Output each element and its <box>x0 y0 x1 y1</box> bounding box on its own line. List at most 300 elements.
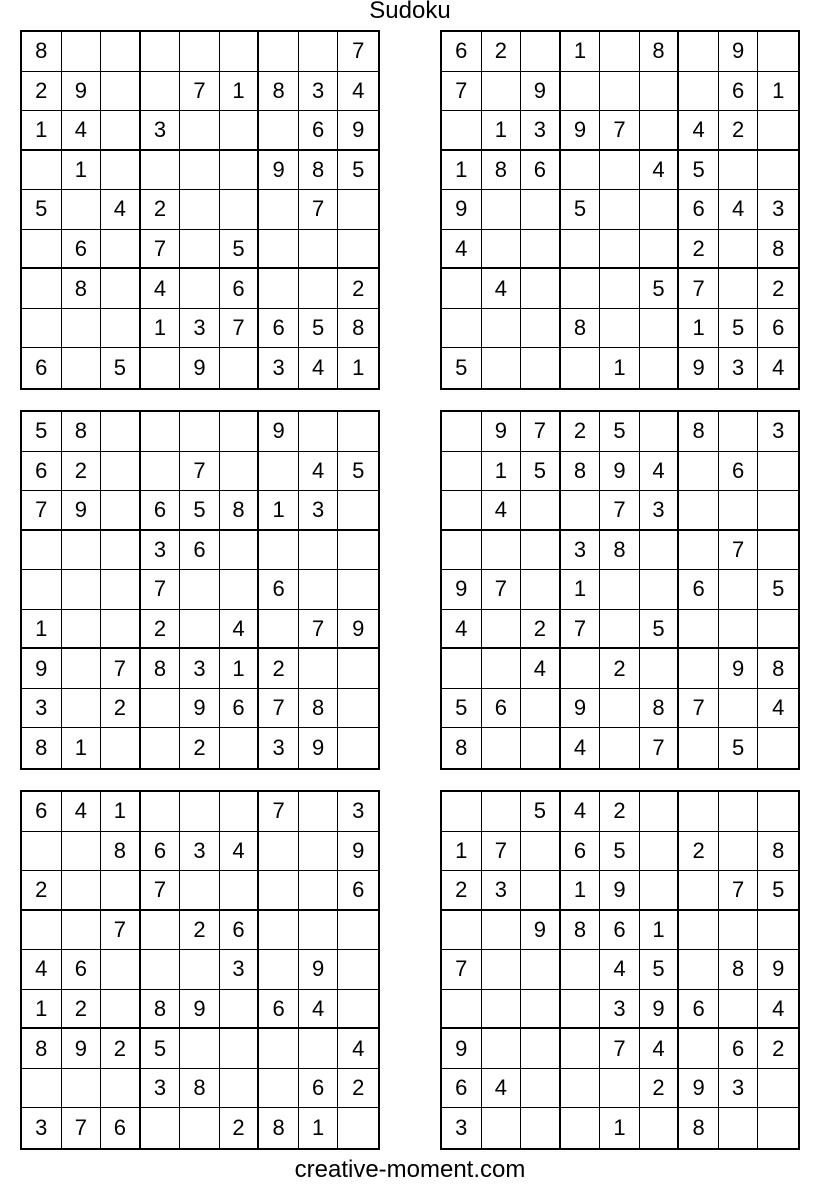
sudoku-cell: 7 <box>442 72 482 112</box>
sudoku-cell: 5 <box>299 309 339 349</box>
sudoku-cell: 1 <box>442 832 482 872</box>
sudoku-cell <box>338 649 378 689</box>
sudoku-cell: 2 <box>141 610 181 650</box>
sudoku-cell: 6 <box>62 230 102 270</box>
sudoku-cell <box>101 728 141 768</box>
sudoku-cell <box>758 911 798 951</box>
sudoku-cell <box>679 72 719 112</box>
sudoku-cell <box>521 348 561 388</box>
sudoku-cell <box>299 269 339 309</box>
sudoku-cell <box>521 990 561 1030</box>
sudoku-cell <box>101 531 141 571</box>
sudoku-cell: 7 <box>338 32 378 72</box>
sudoku-cell <box>719 230 759 270</box>
sudoku-cell <box>101 1069 141 1109</box>
sudoku-cell: 5 <box>521 792 561 832</box>
sudoku-cell <box>758 531 798 571</box>
sudoku-cell: 9 <box>62 1029 102 1069</box>
sudoku-cell <box>679 792 719 832</box>
sudoku-cell: 5 <box>719 728 759 768</box>
sudoku-cell <box>600 151 640 191</box>
sudoku-cell <box>719 990 759 1030</box>
sudoku-cell: 4 <box>220 832 260 872</box>
sudoku-cell <box>338 911 378 951</box>
sudoku-cell: 8 <box>180 1069 220 1109</box>
sudoku-cell: 2 <box>758 1029 798 1069</box>
sudoku-cell: 9 <box>521 72 561 112</box>
sudoku-cell: 1 <box>442 151 482 191</box>
sudoku-cell: 2 <box>442 871 482 911</box>
sudoku-cell: 9 <box>180 348 220 388</box>
sudoku-cell <box>482 348 522 388</box>
sudoku-cell: 6 <box>299 1069 339 1109</box>
sudoku-cell: 6 <box>180 531 220 571</box>
sudoku-cell: 3 <box>758 412 798 452</box>
sudoku-cell: 5 <box>561 190 601 230</box>
sudoku-cell <box>101 950 141 990</box>
sudoku-cell <box>22 531 62 571</box>
sudoku-cell: 8 <box>758 230 798 270</box>
sudoku-cell: 5 <box>758 871 798 911</box>
sudoku-cell <box>482 911 522 951</box>
sudoku-cell: 4 <box>482 491 522 531</box>
sudoku-cell <box>719 911 759 951</box>
sudoku-cell <box>180 230 220 270</box>
sudoku-cell: 2 <box>719 111 759 151</box>
sudoku-cell <box>141 689 181 729</box>
sudoku-cell: 5 <box>719 309 759 349</box>
sudoku-cell <box>482 309 522 349</box>
sudoku-cell <box>442 911 482 951</box>
sudoku-cell: 4 <box>772 355 785 381</box>
sudoku-cell <box>758 1069 798 1109</box>
sudoku-cell <box>679 728 719 768</box>
sudoku-cell: 3 <box>22 689 62 729</box>
sudoku-cell <box>180 269 220 309</box>
sudoku-cell: 6 <box>719 452 759 492</box>
sudoku-cell <box>442 111 482 151</box>
sudoku-cell: 8 <box>259 72 299 112</box>
sudoku-cell <box>220 792 260 832</box>
sudoku-cell: 1 <box>22 111 62 151</box>
sudoku-cell <box>482 728 522 768</box>
sudoku-cell: 5 <box>338 151 378 191</box>
sudoku-cell: 7 <box>22 491 62 531</box>
sudoku-cell <box>442 531 482 571</box>
sudoku-cell <box>561 348 601 388</box>
sudoku-cell: 4 <box>719 190 759 230</box>
sudoku-cell <box>220 412 260 452</box>
sudoku-cell: 2 <box>22 72 62 112</box>
sudoku-cell: 6 <box>719 72 759 112</box>
sudoku-cell <box>482 990 522 1030</box>
sudoku-cell: 1 <box>561 570 601 610</box>
sudoku-cell <box>259 452 299 492</box>
sudoku-cell <box>259 1029 299 1069</box>
sudoku-cell <box>561 230 601 270</box>
sudoku-cell: 4 <box>22 950 62 990</box>
sudoku-cell <box>338 689 378 729</box>
sudoku-cell <box>679 950 719 990</box>
sudoku-cell: 6 <box>299 111 339 151</box>
sudoku-cell: 8 <box>719 950 759 990</box>
sudoku-cell <box>299 832 339 872</box>
sudoku-cell <box>259 111 299 151</box>
sudoku-cell <box>482 1029 522 1069</box>
sudoku-cell: 1 <box>101 792 141 832</box>
sudoku-cell <box>22 309 62 349</box>
sudoku-cell <box>600 1069 640 1109</box>
sudoku-cell: 1 <box>600 1108 640 1148</box>
sudoku-cell <box>561 1108 601 1148</box>
sudoku-cell: 6 <box>22 348 62 388</box>
sudoku-cell <box>482 190 522 230</box>
sudoku-cell <box>299 230 339 270</box>
sudoku-cell: 6 <box>22 452 62 492</box>
sudoku-cell: 7 <box>640 728 680 768</box>
page-title: Sudoku <box>369 0 451 24</box>
sudoku-cell <box>640 309 680 349</box>
sudoku-cell <box>679 531 719 571</box>
sudoku-cell: 8 <box>299 151 339 191</box>
sudoku-cell <box>442 412 482 452</box>
sudoku-cell <box>22 151 62 191</box>
sudoku-cell <box>220 348 260 388</box>
sudoku-cell: 5 <box>22 412 62 452</box>
sudoku-cell <box>640 649 680 689</box>
sudoku-cell: 1 <box>600 348 640 388</box>
sudoku-cell: 1 <box>561 871 601 911</box>
sudoku-cell <box>719 792 759 832</box>
sudoku-cell <box>758 452 798 492</box>
sudoku-cell: 7 <box>299 610 339 650</box>
sudoku-cell: 9 <box>679 1069 719 1109</box>
sudoku-cell: 3 <box>22 1108 62 1148</box>
sudoku-cell <box>719 491 759 531</box>
sudoku-cell <box>22 269 62 309</box>
sudoku-cell: 2 <box>758 269 798 309</box>
sudoku-cell: 6 <box>141 832 181 872</box>
sudoku-cell: 6 <box>679 190 719 230</box>
sudoku-cell <box>259 190 299 230</box>
sudoku-cell: 1 <box>640 911 680 951</box>
sudoku-cell <box>758 792 798 832</box>
sudoku-cell: 3 <box>338 792 378 832</box>
sudoku-cell: 2 <box>482 32 522 72</box>
sudoku-cell: 2 <box>338 269 378 309</box>
sudoku-cell <box>180 151 220 191</box>
sudoku-cell <box>521 950 561 990</box>
sudoku-cell <box>101 72 141 112</box>
sudoku-cell <box>259 1069 299 1109</box>
sudoku-cell: 8 <box>101 832 141 872</box>
sudoku-cell <box>719 832 759 872</box>
sudoku-cell <box>220 990 260 1030</box>
sudoku-cell: 3 <box>259 348 299 388</box>
sudoku-cell: 8 <box>299 689 339 729</box>
sudoku-cell: 4 <box>442 230 482 270</box>
sudoku-cell <box>600 570 640 610</box>
sudoku-cell <box>62 348 102 388</box>
sudoku-cell <box>259 950 299 990</box>
sudoku-cell: 7 <box>141 230 181 270</box>
sudoku-cell: 1 <box>22 990 62 1030</box>
sudoku-cell: 6 <box>141 491 181 531</box>
sudoku-cell: 7 <box>521 412 561 452</box>
sudoku-cell: 2 <box>220 1108 260 1148</box>
sudoku-cell: 4 <box>442 610 482 650</box>
sudoku-cell: 2 <box>22 871 62 911</box>
sudoku-cell <box>521 190 561 230</box>
sudoku-cell: 2 <box>62 452 102 492</box>
sudoku-cell <box>442 990 482 1030</box>
sudoku-cell <box>521 570 561 610</box>
sudoku-cell <box>600 269 640 309</box>
sudoku-cell <box>220 871 260 911</box>
sudoku-cell <box>141 911 181 951</box>
sudoku-cell <box>719 269 759 309</box>
sudoku-cell: 3 <box>758 190 798 230</box>
sudoku-cell: 1 <box>141 309 181 349</box>
sudoku-cell: 7 <box>62 1108 102 1148</box>
sudoku-cell: 9 <box>299 950 339 990</box>
sudoku-cell: 4 <box>482 269 522 309</box>
sudoku-cell <box>338 230 378 270</box>
sudoku-cell: 6 <box>62 950 102 990</box>
sudoku-cell: 4 <box>600 950 640 990</box>
sudoku-cell <box>442 309 482 349</box>
sudoku-cell: 6 <box>719 1029 759 1069</box>
sudoku-cell <box>259 871 299 911</box>
sudoku-cell <box>141 792 181 832</box>
sudoku-cell: 6 <box>101 1108 141 1148</box>
sudoku-cell: 4 <box>561 792 601 832</box>
sudoku-cell: 2 <box>62 990 102 1030</box>
sudoku-cell: 8 <box>561 911 601 951</box>
sudoku-cell <box>22 832 62 872</box>
sudoku-cell <box>22 911 62 951</box>
sudoku-cell <box>220 728 260 768</box>
sudoku-cell: 2 <box>679 832 719 872</box>
sudoku-cell: 8 <box>482 151 522 191</box>
sudoku-cell <box>719 412 759 452</box>
sudoku-cell <box>640 1108 680 1148</box>
sudoku-cell <box>338 728 378 768</box>
sudoku-cell: 9 <box>600 452 640 492</box>
sudoku-cell: 6 <box>679 990 719 1030</box>
sudoku-cell <box>259 531 299 571</box>
sudoku-cell: 5 <box>442 689 482 729</box>
sudoku-cell <box>640 348 680 388</box>
sudoku-cell: 4 <box>101 190 141 230</box>
sudoku-cell <box>141 1108 181 1148</box>
sudoku-cell <box>220 452 260 492</box>
sudoku-cell <box>180 610 220 650</box>
sudoku-cell <box>640 570 680 610</box>
sudoku-cell <box>482 531 522 571</box>
sudoku-cell: 1 <box>62 728 102 768</box>
sudoku-cell <box>521 531 561 571</box>
sudoku-cell <box>442 269 482 309</box>
sudoku-cell: 7 <box>482 832 522 872</box>
sudoku-cell: 3 <box>180 832 220 872</box>
sudoku-cell <box>561 1029 601 1069</box>
sudoku-puzzle-5 <box>20 790 380 1150</box>
sudoku-cell: 1 <box>679 309 719 349</box>
sudoku-cell: 2 <box>180 911 220 951</box>
sudoku-cell: 5 <box>338 452 378 492</box>
sudoku-cell: 9 <box>482 412 522 452</box>
sudoku-cell <box>220 32 260 72</box>
sudoku-cell: 4 <box>561 728 601 768</box>
sudoku-puzzle-1 <box>20 30 380 390</box>
sudoku-cell: 7 <box>482 570 522 610</box>
sudoku-cell <box>220 1029 260 1069</box>
sudoku-cell: 3 <box>180 309 220 349</box>
sudoku-cell <box>62 911 102 951</box>
sudoku-cell: 4 <box>62 792 102 832</box>
sudoku-cell: 7 <box>719 871 759 911</box>
sudoku-cell <box>521 230 561 270</box>
sudoku-cell: 9 <box>719 649 759 689</box>
sudoku-cell: 9 <box>442 190 482 230</box>
sudoku-cell: 5 <box>640 269 680 309</box>
sudoku-cell <box>62 1069 102 1109</box>
sudoku-cell: 9 <box>561 111 601 151</box>
sudoku-cell: 2 <box>600 792 640 832</box>
sudoku-cell: 6 <box>259 309 299 349</box>
sudoku-cell: 6 <box>220 269 260 309</box>
sudoku-cell: 9 <box>62 72 102 112</box>
sudoku-cell <box>719 570 759 610</box>
sudoku-cell <box>101 610 141 650</box>
sudoku-cell <box>141 348 181 388</box>
sudoku-cell <box>719 689 759 729</box>
sudoku-cell <box>101 491 141 531</box>
sudoku-cell <box>442 491 482 531</box>
sudoku-cell: 6 <box>259 570 299 610</box>
sudoku-cell: 4 <box>640 151 680 191</box>
sudoku-cell: 7 <box>180 72 220 112</box>
sudoku-cell <box>442 452 482 492</box>
sudoku-cell <box>259 832 299 872</box>
sudoku-cell: 6 <box>442 32 482 72</box>
site-footer: creative-moment.com <box>294 1156 526 1183</box>
sudoku-cell: 9 <box>62 491 102 531</box>
sudoku-cell <box>600 689 640 729</box>
sudoku-cell <box>180 190 220 230</box>
sudoku-cell: 3 <box>482 871 522 911</box>
sudoku-cell <box>101 990 141 1030</box>
sudoku-cell: 5 <box>600 412 640 452</box>
sudoku-cell <box>62 649 102 689</box>
sudoku-cell: 1 <box>561 32 601 72</box>
sudoku-cell <box>259 32 299 72</box>
sudoku-cell: 2 <box>561 412 601 452</box>
sudoku-cell <box>521 1029 561 1069</box>
sudoku-cell: 4 <box>299 452 339 492</box>
sudoku-cell <box>62 832 102 872</box>
sudoku-cell <box>180 32 220 72</box>
sudoku-cell <box>482 792 522 832</box>
sudoku-cell: 4 <box>482 1069 522 1109</box>
sudoku-cell: 4 <box>679 111 719 151</box>
sudoku-cell <box>101 230 141 270</box>
sudoku-cell: 6 <box>22 792 62 832</box>
sudoku-cell: 8 <box>640 689 680 729</box>
sudoku-cell <box>758 610 798 650</box>
sudoku-cell <box>101 452 141 492</box>
sudoku-cell <box>679 491 719 531</box>
sudoku-cell <box>758 151 798 191</box>
sudoku-puzzle-3 <box>20 410 380 770</box>
sudoku-cell <box>338 570 378 610</box>
sudoku-cell: 9 <box>679 348 719 388</box>
sudoku-cell: 1 <box>352 355 365 381</box>
sudoku-cell <box>561 1069 601 1109</box>
sudoku-cell: 2 <box>180 728 220 768</box>
sudoku-cell: 7 <box>220 309 260 349</box>
sudoku-cell: 3 <box>442 1108 482 1148</box>
sudoku-cell: 3 <box>600 990 640 1030</box>
sudoku-cell: 8 <box>442 728 482 768</box>
sudoku-cell: 3 <box>180 649 220 689</box>
sudoku-cell: 3 <box>259 728 299 768</box>
sudoku-cell: 3 <box>141 1069 181 1109</box>
sudoku-cell <box>600 230 640 270</box>
sudoku-cell <box>220 190 260 230</box>
sudoku-cell: 7 <box>600 1029 640 1069</box>
sudoku-cell: 3 <box>220 950 260 990</box>
sudoku-cell <box>482 610 522 650</box>
sudoku-cell: 7 <box>101 649 141 689</box>
sudoku-cell: 5 <box>640 610 680 650</box>
sudoku-cell: 9 <box>338 111 378 151</box>
sudoku-cell <box>141 452 181 492</box>
sudoku-cell <box>442 649 482 689</box>
sudoku-cell <box>101 269 141 309</box>
sudoku-cell <box>62 610 102 650</box>
sudoku-cell: 4 <box>640 1029 680 1069</box>
sudoku-cell <box>640 871 680 911</box>
sudoku-cell <box>521 728 561 768</box>
sudoku-cell: 3 <box>299 72 339 112</box>
sudoku-cell: 9 <box>442 570 482 610</box>
sudoku-cell: 4 <box>758 990 798 1030</box>
sudoku-cell <box>62 871 102 911</box>
sudoku-cell <box>521 269 561 309</box>
sudoku-cell: 9 <box>442 1029 482 1069</box>
sudoku-cell <box>758 32 798 72</box>
sudoku-cell: 9 <box>719 32 759 72</box>
sudoku-cell: 5 <box>600 832 640 872</box>
sudoku-cell: 6 <box>259 990 299 1030</box>
sudoku-cell: 5 <box>521 452 561 492</box>
sudoku-cell: 7 <box>101 911 141 951</box>
sudoku-cell: 1 <box>22 610 62 650</box>
sudoku-cell <box>640 72 680 112</box>
sudoku-cell: 7 <box>259 792 299 832</box>
sudoku-cell <box>299 649 339 689</box>
sudoku-cell <box>561 990 601 1030</box>
sudoku-cell <box>180 570 220 610</box>
sudoku-cell <box>758 1108 798 1148</box>
sudoku-cell: 4 <box>62 111 102 151</box>
sudoku-cell: 8 <box>640 32 680 72</box>
sudoku-cell <box>679 649 719 689</box>
sudoku-cell <box>299 1029 339 1069</box>
sudoku-cell: 9 <box>180 689 220 729</box>
